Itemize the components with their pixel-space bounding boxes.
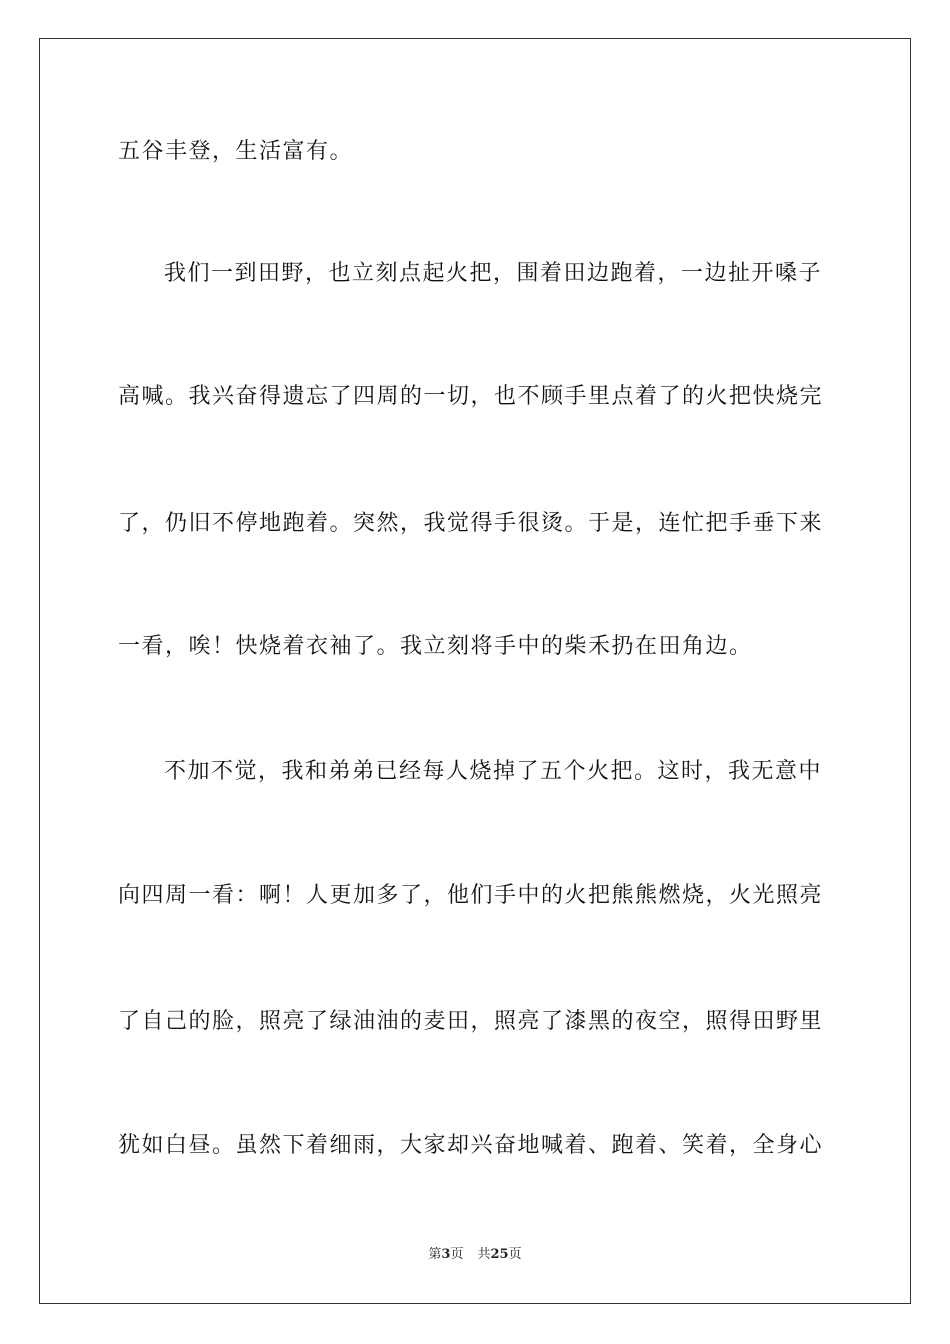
- text-line-1: 五谷丰登，生活富有。: [118, 139, 354, 164]
- text-line-9: 犹如白昼。虽然下着细雨，大家却兴奋地喊着、跑着、笑着，全身心: [118, 1133, 824, 1158]
- total-pages: 25: [490, 1247, 509, 1262]
- text-line-4: 了，仍旧不停地跑着。突然，我觉得手很烫。于是，连忙把手垂下来: [118, 511, 824, 536]
- total-suffix: 页: [508, 1247, 522, 1262]
- page-prefix: 第: [428, 1247, 442, 1262]
- total-prefix: 共: [477, 1247, 491, 1262]
- text-line-2: 我们一到田野，也立刻点起火把，围着田边跑着，一边扯开嗓子: [164, 261, 823, 286]
- text-line-6: 不加不觉，我和弟弟已经每人烧掉了五个火把。这时，我无意中: [164, 759, 823, 784]
- page-border: [39, 38, 911, 1304]
- text-line-8: 了自己的脸，照亮了绿油油的麦田，照亮了漆黑的夜空，照得田野里: [118, 1009, 824, 1034]
- text-line-3: 高喊。我兴奋得遗忘了四周的一切，也不顾手里点着了的火把快烧完: [118, 384, 824, 409]
- page-footer: [0, 1247, 950, 1263]
- text-line-7: 向四周一看：啊！人更加多了，他们手中的火把熊熊燃烧，火光照亮: [118, 883, 824, 908]
- page-number: 3: [441, 1247, 451, 1262]
- page-suffix: 页: [450, 1247, 464, 1262]
- text-line-5: 一看，唉！快烧着衣袖了。我立刻将手中的柴禾扔在田角边。: [118, 634, 753, 659]
